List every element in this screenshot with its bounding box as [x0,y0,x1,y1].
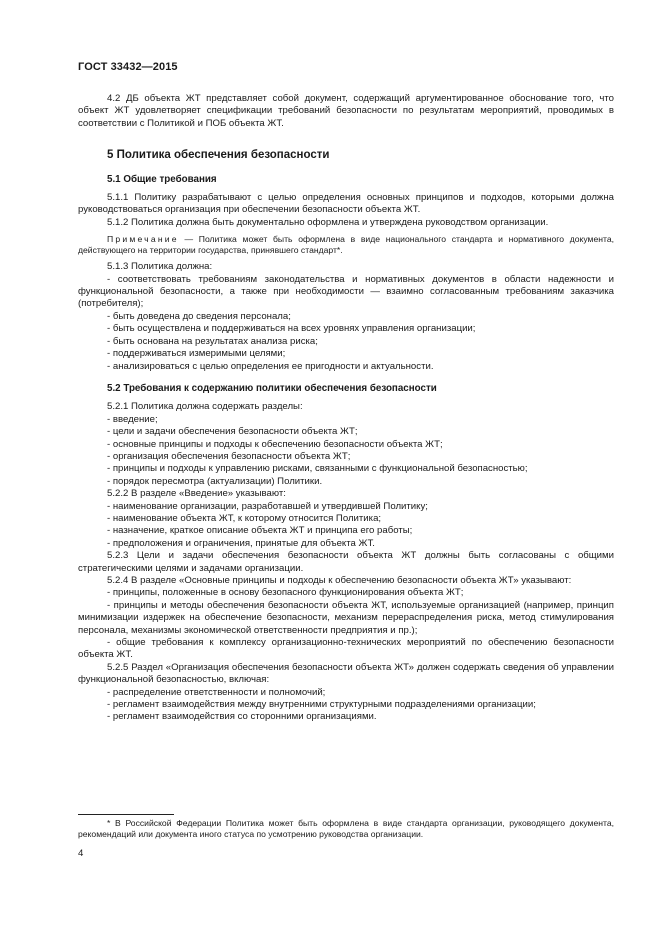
list-item: - наименование организации, разработавшей и утвердившей Политику; [107,500,428,512]
list-item: - распределение ответственности и полномочий; [107,686,326,698]
list-item: - порядок пересмотра (актуализации) Политики. [107,475,323,487]
note-text: — Политика может быть оформлена в виде национального стандарта и нормативного документа, действующего на территории государства, принявшего стандарт*. [78,234,614,256]
list-item: - регламент взаимодействия со сторонними организациями. [107,711,377,723]
paragraph-4-2: 4.2 ДБ объекта ЖТ представляет собой документ, содержащий аргументированное обоснование того, что объект ЖТ удовлетворяет спецификации требований безопасности по результатам мероприятий, проводимых в соответствии с Политикой и ПОБ объекта ЖТ. [78,93,614,129]
list-item: - регламент взаимодействия между внутренними структурными подразделениями организации; [107,699,536,711]
standard-header: ГОСТ 33432—2015 [78,61,178,73]
list-item: - соответствовать требованиям законодательства и нормативных документов в области надежности и функциональной безопасности, а также при необходимости — взаимно согласованным требованиям заказчика (потребителя); [78,273,614,310]
paragraph-5-1-3: 5.1.3 Политика должна: [107,261,213,273]
list-item: - принципы и подходы к управлению рисками, связанными с функциональной безопасностью; [107,463,528,475]
list-item: - быть осуществлена и поддерживаться на всех уровнях управления организации; [107,323,476,335]
section-5-title: 5 Политика обеспечения безопасности [107,149,330,162]
document-body [78,93,614,724]
note-label: Примечание [107,234,179,245]
footnote-divider [78,814,174,815]
list-item: - назначение, краткое описание объекта ЖТ и принципа его работы; [107,525,413,537]
subsection-5-1-title: 5.1 Общие требования [107,173,217,185]
subsection-5-2-title: 5.2 Требования к содержанию политики обеспечения безопасности [107,382,437,394]
paragraph-5-2-5: 5.2.5 Раздел «Организация обеспечения безопасности объекта ЖТ» должен содержать сведения об управлении функциональной безопасностью, включая: [78,661,614,686]
list-item: - наименование объекта ЖТ, к которому относится Политика; [107,512,382,524]
paragraph-5-2-2: 5.2.2 В разделе «Введение» указывают: [107,488,286,500]
list-item: - предположения и ограничения, принятые для объекта ЖТ. [107,537,375,549]
list-item: - поддерживаться измеримыми целями; [107,348,286,360]
list-item: - основные принципы и подходы к обеспечению безопасности объекта ЖТ; [107,438,443,450]
list-item: - принципы, положенные в основу безопасного функционирования объекта ЖТ; [107,587,464,599]
list-item: - общие требования к комплексу организационно-технических мероприятий по обеспечению безопасности объекта ЖТ. [78,637,614,661]
list-item: - быть доведена до сведения персонала; [107,310,291,322]
list-item: - введение; [107,413,158,425]
list-item: - быть основана на результатах анализа риска; [107,335,318,347]
footnote: * В Российской Федерации Политика может быть оформлена в виде стандарта организации, руководящего документа, рекомендаций или документа иного статуса по усмотрению руководства организации. [78,818,614,839]
list-item: - принципы и методы обеспечения безопасности объекта ЖТ, используемые организацией (например, принцип минимизации издержек на обеспечение безопасности, механизм перераспределения риска, метод стимулирования персонала, механизмы экономической ответственности предприятия и пр.); [78,599,614,636]
note [78,234,614,256]
list-item: - цели и задачи обеспечения безопасности объекта ЖТ; [107,426,358,438]
list-item: - анализироваться с целью определения ее пригодности и актуальности. [107,360,434,372]
paragraph-5-1-1: 5.1.1 Политику разрабатывают с целью определения основных принципов и подходов, которыми должна руководствоваться организация при обеспечении безопасности объекта ЖТ. [78,192,614,216]
paragraph-5-2-1: 5.2.1 Политика должна содержать разделы: [107,401,303,413]
paragraph-5-1-2: 5.1.2 Политика должна быть документально оформлена и утверждена руководством организации. [107,216,549,228]
paragraph-5-2-4: 5.2.4 В разделе «Основные принципы и подходы к обеспечению безопасности объекта ЖТ» указывают: [107,575,572,586]
page-number: 4 [78,848,84,859]
paragraph-5-2-3: 5.2.3 Цели и задачи обеспечения безопасности объекта ЖТ должны быть согласованы с общими стратегическими целями и задачами организации. [78,550,614,574]
list-item: - организация обеспечения безопасности объекта ЖТ; [107,450,351,462]
